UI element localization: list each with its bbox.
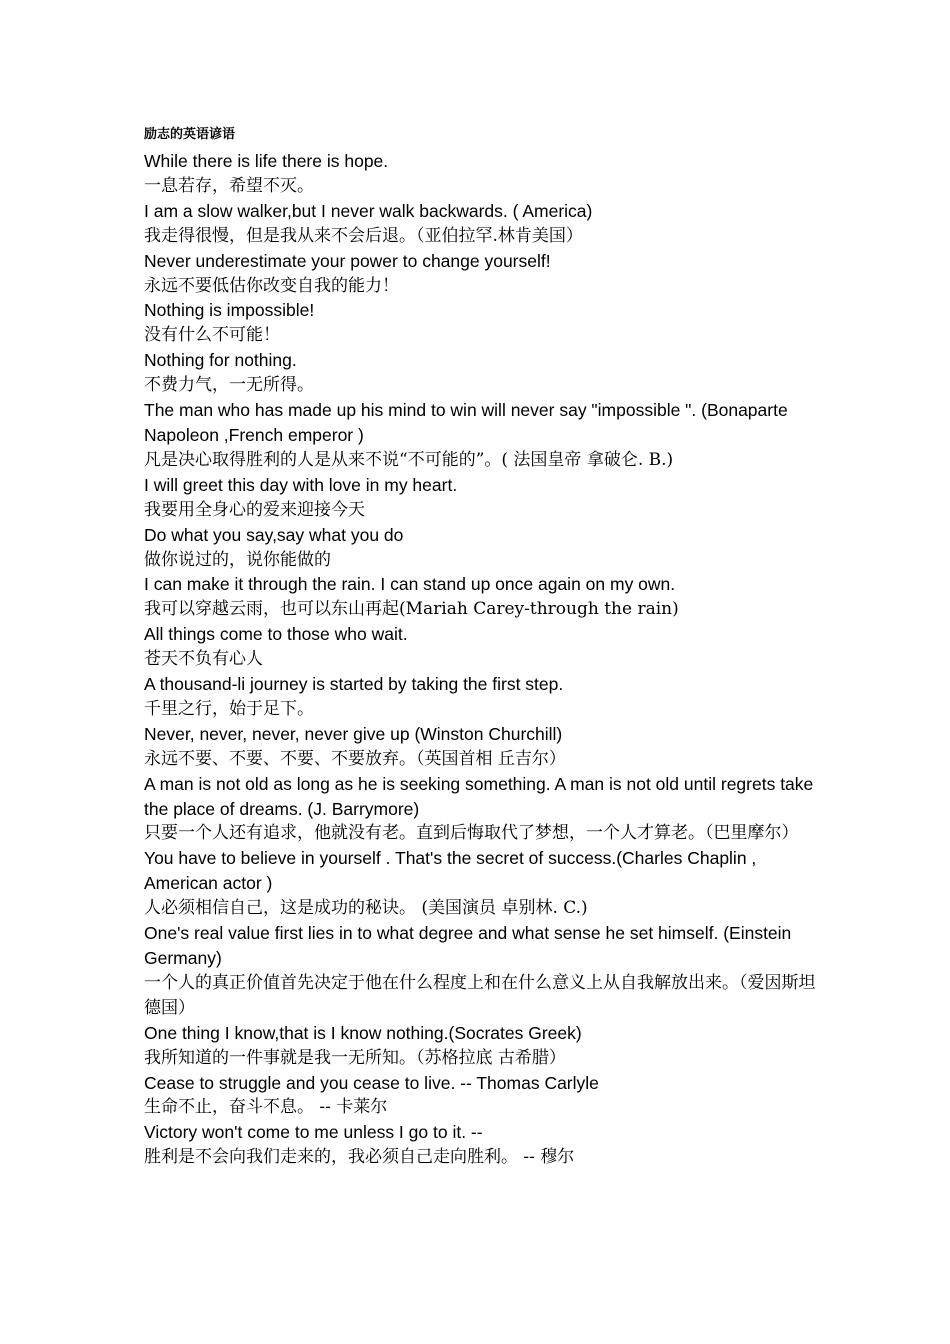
proverb-line-chinese: 一个人的真正价值首先决定于他在什么程度上和在什么意义上从自我解放出来。（爱因斯坦 德国） <box>144 972 816 1018</box>
proverb-line-english: You have to believe in yourself . That's the secret of success.(Charles Chaplin , American actor ) <box>144 848 757 894</box>
proverb-line-english: Nothing for nothing. <box>144 350 297 371</box>
proverb-line-english: Nothing is impossible! <box>144 300 315 321</box>
proverb-line-chinese: 没有什么不可能！ <box>144 325 280 346</box>
proverb-line-chinese: 苍天不负有心人 <box>144 649 263 670</box>
proverb-line-chinese: 胜利是不会向我们走来的，我必须自己走向胜利。 -- 穆尔 <box>144 1147 575 1168</box>
proverb-line-chinese: 我要用全身心的爱来迎接今天 <box>144 499 365 520</box>
proverb-line-english: I am a slow walker,but I never walk backwards. ( America) <box>144 200 593 221</box>
proverb-line-chinese: 我可以穿越云雨，也可以东山再起(Mariah Carey-through the rain) <box>144 599 679 620</box>
proverb-line-chinese: 人必须相信自己，这是成功的秘诀。 (美国演员 卓别林. C.) <box>144 898 588 919</box>
proverb-line-english: Victory won't come to me unless I go to it. -- <box>144 1122 483 1143</box>
proverb-line-english: I will greet this day with love in my heart. <box>144 474 458 495</box>
proverb-line-chinese: 做你说过的，说你能做的 <box>144 549 331 570</box>
proverb-line-chinese: 永远不要低估你改变自我的能力！ <box>144 275 399 296</box>
proverb-line-chinese: 我所知道的一件事就是我一无所知。（苏格拉底 古希腊） <box>144 1047 566 1068</box>
proverb-line-english: The man who has made up his mind to win will never say "impossible ". (Bonaparte Napoleon ,French emperor ) <box>144 400 788 445</box>
proverb-line-english: All things come to those who wait. <box>144 624 408 645</box>
proverb-line-english: A man is not old as long as he is seeking something. A man is not old until regrets take the place of dreams. (J. Barrymore) <box>144 773 814 819</box>
proverb-line-chinese: 不费力气，一无所得。 <box>144 375 314 396</box>
proverb-line-chinese: 生命不止，奋斗不息。 -- 卡莱尔 <box>144 1097 388 1118</box>
proverb-line-english: Cease to struggle and you cease to live. -- Thomas Carlyle <box>144 1072 599 1093</box>
proverb-line-english: Do what you say,say what you do <box>144 524 404 545</box>
proverb-line-english: Never, never, never, never give up (Winston Churchill) <box>144 723 563 744</box>
proverb-line-chinese: 一息若存，希望不灭。 <box>144 175 314 196</box>
proverb-line-chinese: 凡是决心取得胜利的人是从来不说“不可能的”。( 法国皇帝 拿破仑. B.) <box>144 449 674 470</box>
proverb-line-chinese: 我走得很慢，但是我从来不会后退。（亚伯拉罕.林肯美国） <box>144 225 583 246</box>
proverb-line-english: One's real value first lies in to what degree and what sense he set himself. (Einstein Germany) <box>144 923 792 968</box>
document-title: 励志的英语谚语 <box>144 127 236 142</box>
proverb-line-english: I can make it through the rain. I can stand up once again on my own. <box>144 574 676 595</box>
document-page <box>144 125 824 1170</box>
proverb-line-english: One thing I know,that is I know nothing.(Socrates Greek) <box>144 1022 582 1043</box>
proverb-line-chinese: 千里之行，始于足下。 <box>144 698 314 719</box>
proverb-line-english: A thousand-li journey is started by taking the first step. <box>144 674 564 695</box>
proverb-line-english: While there is life there is hope. <box>144 151 389 171</box>
proverb-list <box>144 149 824 1170</box>
proverb-line-chinese: 只要一个人还有追求，他就没有老。直到后悔取代了梦想，一个人才算老。（巴里摩尔） <box>144 823 799 844</box>
proverb-line-chinese: 永远不要、不要、不要、不要放弃。（英国首相 丘吉尔） <box>144 748 566 769</box>
proverb-line-english: Never underestimate your power to change yourself! <box>144 250 551 271</box>
